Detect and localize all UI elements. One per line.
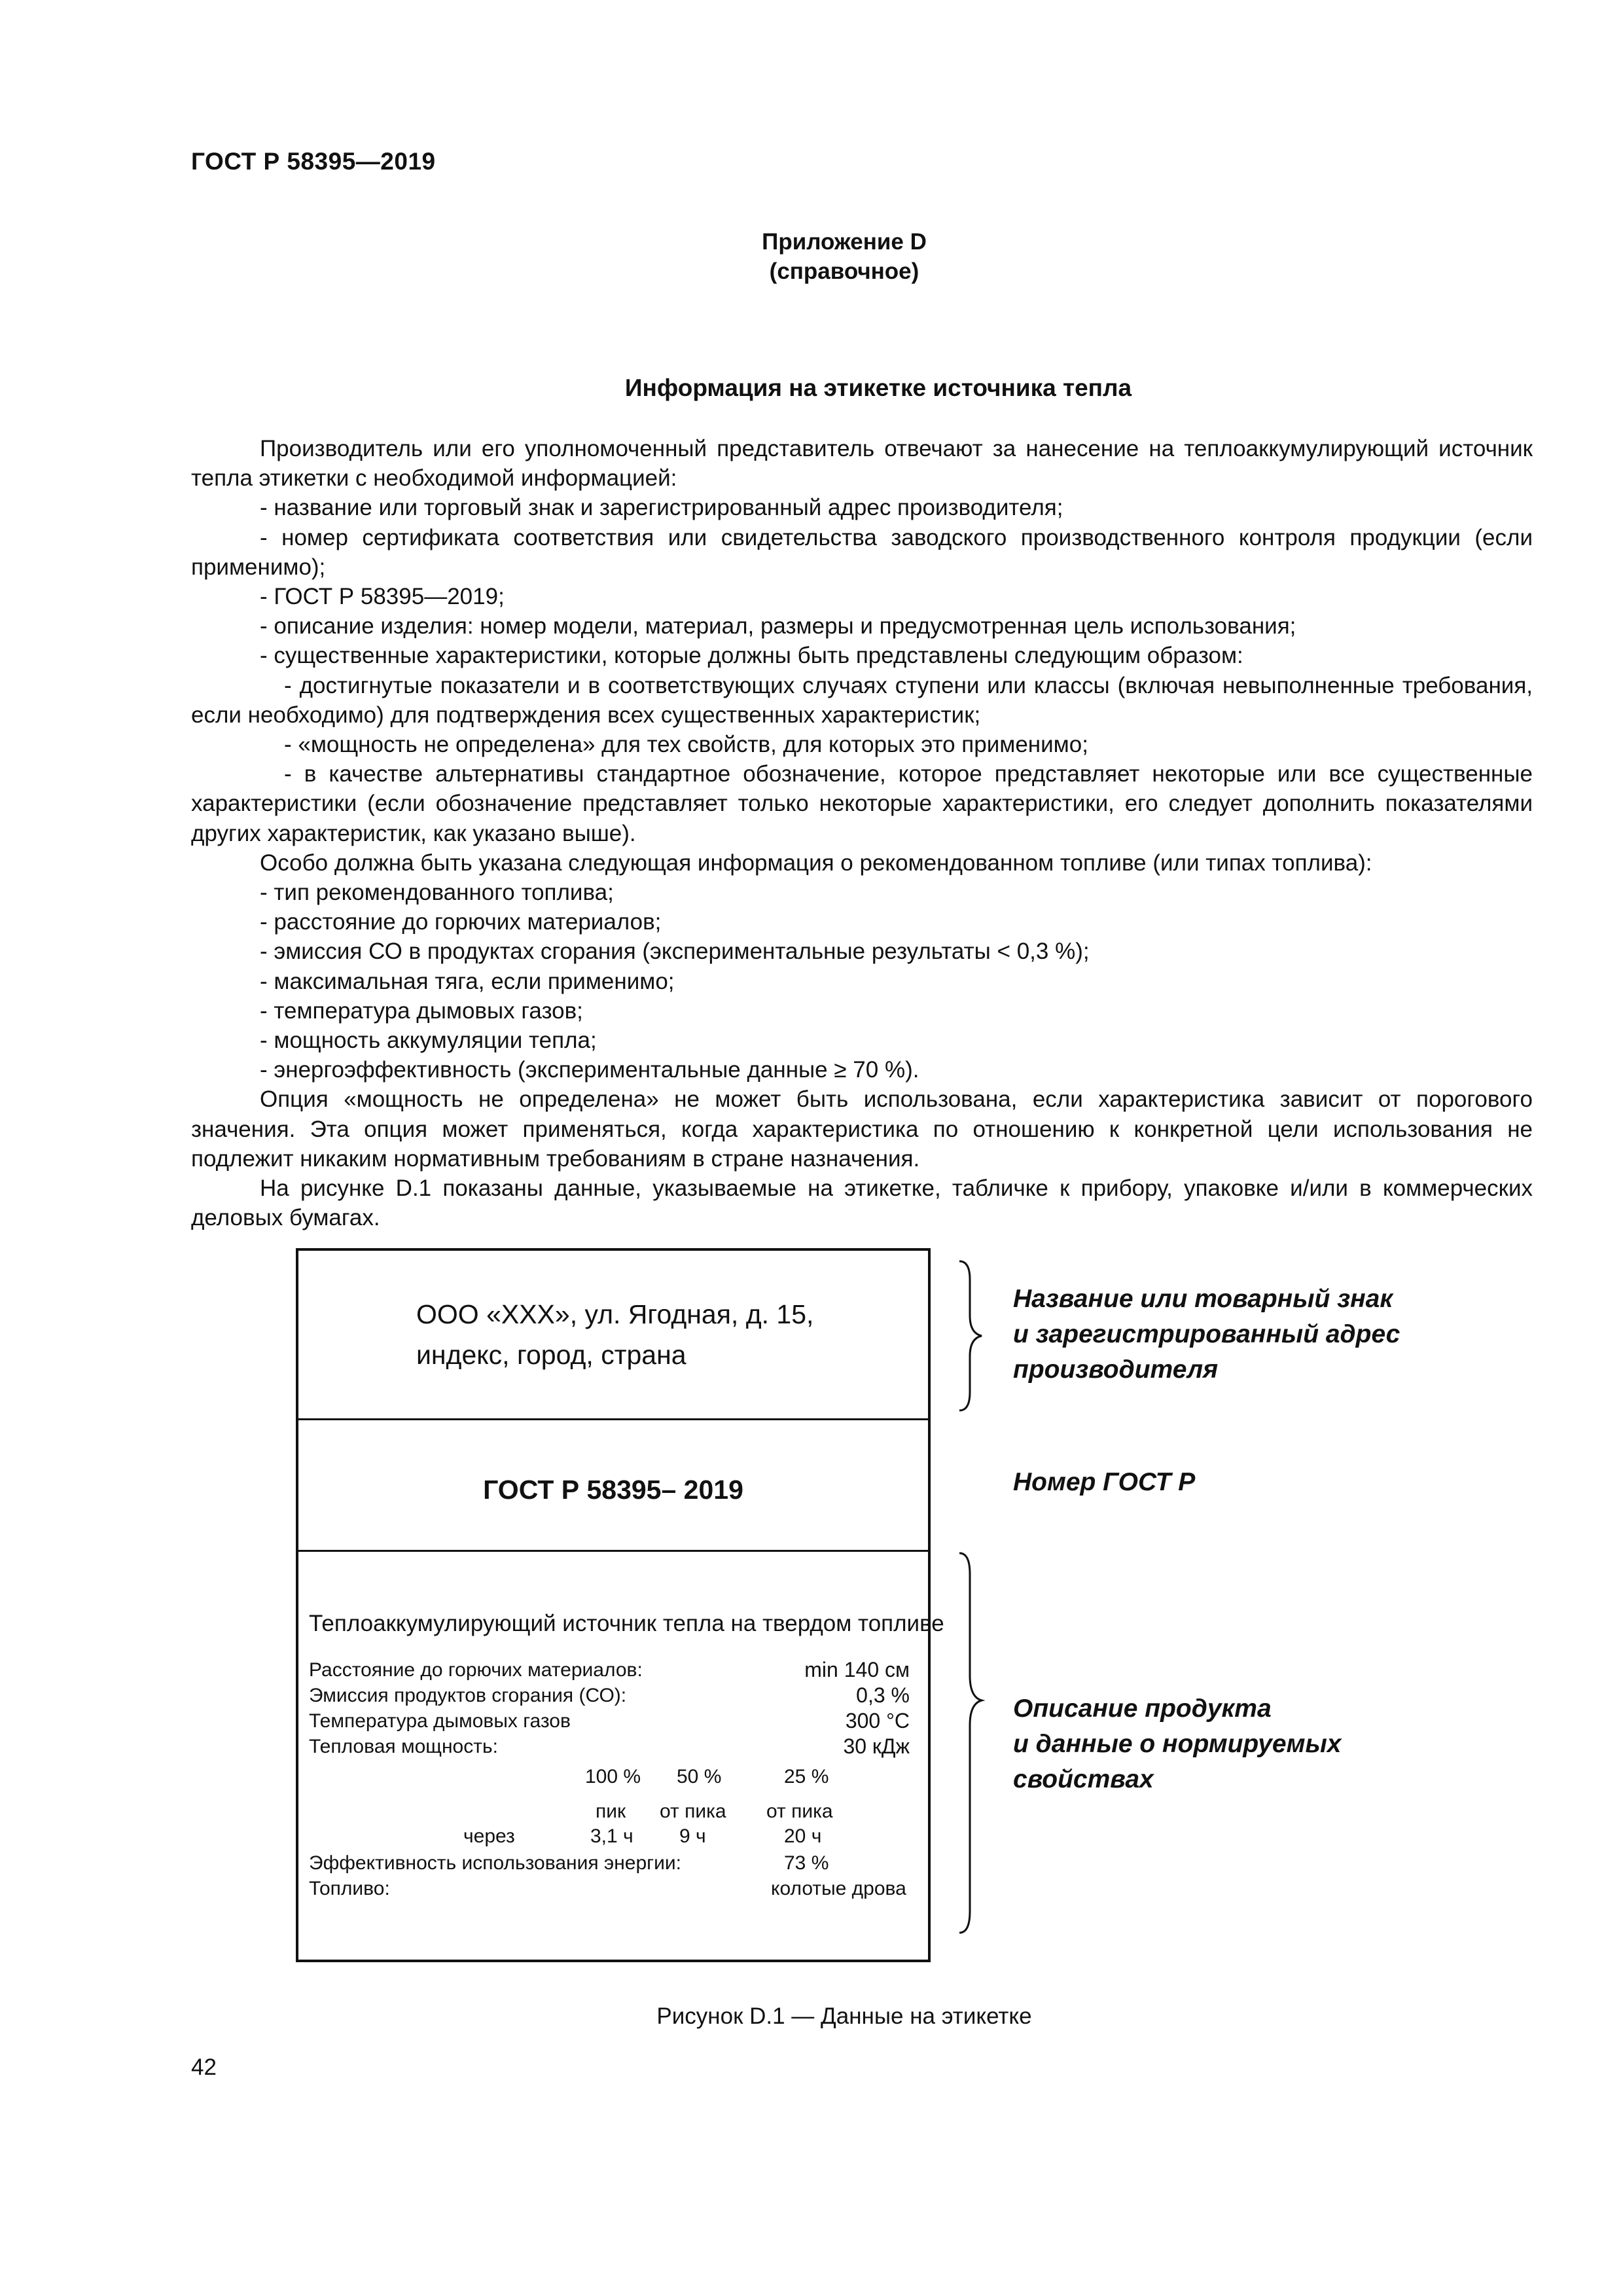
- callout-line: и данные о нормируемых: [1013, 1730, 1342, 1758]
- list-item: - существенные характеристики, которые должны быть представлены следующим образом:: [260, 643, 1243, 669]
- power-time: 3,1 ч: [590, 1825, 633, 1847]
- manufacturer-address: [416, 1294, 813, 1375]
- callout-braces: [955, 1253, 995, 1947]
- power-percent: 50 %: [677, 1766, 722, 1787]
- address-line: индекс, город, страна: [416, 1340, 687, 1370]
- sub-list-item: - достигнутые показатели и в соответствующих случаях ступени или классы (включая невыполненные требования, если необходимо) для подтверждения всех существенных характеристик;: [191, 672, 1533, 728]
- brace-description: [959, 1553, 982, 1933]
- list-item: - название или торговый знак и зарегистрированный адрес производителя;: [260, 495, 1063, 521]
- efficiency-value: 73 %: [784, 1852, 829, 1874]
- efficiency-name: Эффективность использования энергии:: [309, 1852, 681, 1874]
- paragraph: На рисунке D.1 показаны данные, указываемые на этикетке, табличке к прибору, упаковке и/или в коммерческих деловых бумагах.: [191, 1175, 1533, 1231]
- list-item: - расстояние до горючих материалов;: [260, 909, 662, 935]
- brace-address: [959, 1261, 982, 1410]
- row-name: Температура дымовых газов: [309, 1710, 571, 1732]
- row-name: Тепловая мощность:: [309, 1736, 498, 1757]
- address-line: ООО «XXX», ул. Ягодная, д. 15,: [416, 1299, 814, 1329]
- power-time: 9 ч: [679, 1825, 706, 1847]
- label-address-section: [298, 1251, 928, 1420]
- row-value: 30 кДж: [843, 1734, 910, 1758]
- document-header: ГОСТ Р 58395—2019: [191, 148, 436, 175]
- callout-line: Описание продукта: [1013, 1695, 1272, 1723]
- label-figure: [296, 1248, 944, 1962]
- list-item: - ГОСТ Р 58395—2019;: [260, 584, 505, 610]
- label-gost-number: ГОСТ Р 58395– 2019: [483, 1475, 743, 1505]
- page-number: 42: [191, 2054, 217, 2080]
- row-name: Расстояние до горючих материалов:: [309, 1659, 643, 1681]
- callout-line: свойствах: [1013, 1765, 1154, 1793]
- power-sub: пик: [596, 1801, 626, 1822]
- sub-list-item: - в качестве альтернативы стандартное обозначение, которое представляет некоторые или все существенные характеристики (если обозначение представляет только некоторые характеристики, его следует дополнить показателями других характеристик, как указано выше).: [191, 761, 1533, 846]
- section-title: Информация на этикетке источника тепла: [624, 374, 1132, 401]
- list-item: - мощность аккумуляции тепла;: [260, 1028, 597, 1054]
- callout-gost: Номер ГОСТ Р: [1013, 1468, 1196, 1496]
- product-title: Теплоаккумулирующий источник тепла на твердом топливе: [309, 1611, 944, 1636]
- list-item: - максимальная тяга, если применимо;: [260, 968, 675, 994]
- callout-manufacturer: [1013, 1282, 1400, 1388]
- label-gost-section: [298, 1418, 928, 1552]
- power-time: 20 ч: [784, 1825, 822, 1847]
- fuel-value: колотые дрова: [771, 1878, 906, 1899]
- power-through: через: [463, 1825, 515, 1847]
- power-percent: 25 %: [784, 1766, 829, 1787]
- callout-line: производителя: [1013, 1355, 1219, 1384]
- list-item: - описание изделия: номер модели, материал, размеры и предусмотренная цель использования;: [260, 613, 1296, 639]
- paragraph: Опция «мощность не определена» не может быть использована, если характеристика зависит от порогового значения. Эта опция может применяться, когда характеристика по отношению к конкретной цели использования не подлежит никаким нормативным требованиям в стране назначения.: [191, 1086, 1533, 1172]
- callout-description: [1013, 1691, 1341, 1797]
- fuel-name: Топливо:: [309, 1878, 390, 1899]
- row-value: min 140 см: [804, 1658, 910, 1681]
- callout-line: Название или товарный знак: [1013, 1285, 1393, 1313]
- paragraph: Производитель или его уполномоченный представитель отвечают за нанесение на теплоаккумулирующий источник тепла этикетки с необходимой информацией:: [191, 436, 1533, 492]
- row-name: Эмиссия продуктов сгорания (СО):: [309, 1685, 627, 1706]
- row-value: 300 °С: [845, 1709, 910, 1732]
- body-text: [191, 434, 1533, 1232]
- annex-type: (справочное): [769, 259, 919, 284]
- row-value: 0,3 %: [856, 1683, 910, 1707]
- power-sub: от пика: [660, 1801, 726, 1822]
- power-percent: 100 %: [585, 1766, 641, 1787]
- figure-caption: Рисунок D.1 — Данные на этикетке: [656, 2003, 1032, 2029]
- list-item: - энергоэффективность (экспериментальные данные ≥ 70 %).: [260, 1057, 919, 1083]
- list-item: - эмиссия СО в продуктах сгорания (экспериментальные результаты < 0,3 %);: [260, 939, 1090, 965]
- callout-line: и зарегистрированный адрес: [1013, 1320, 1400, 1348]
- list-item: - номер сертификата соответствия или свидетельства заводского производственного контроля продукции (если применимо);: [191, 524, 1533, 580]
- paragraph: Особо должна быть указана следующая информация о рекомендованном топливе (или типах топлива):: [260, 850, 1372, 876]
- list-item: - температура дымовых газов;: [260, 997, 583, 1024]
- power-sub: от пика: [766, 1801, 833, 1822]
- sub-list-item: - «мощность не определена» для тех свойств, для которых это применимо;: [284, 732, 1088, 758]
- annex-label: Приложение D: [762, 229, 927, 255]
- list-item: - тип рекомендованного топлива;: [260, 880, 614, 906]
